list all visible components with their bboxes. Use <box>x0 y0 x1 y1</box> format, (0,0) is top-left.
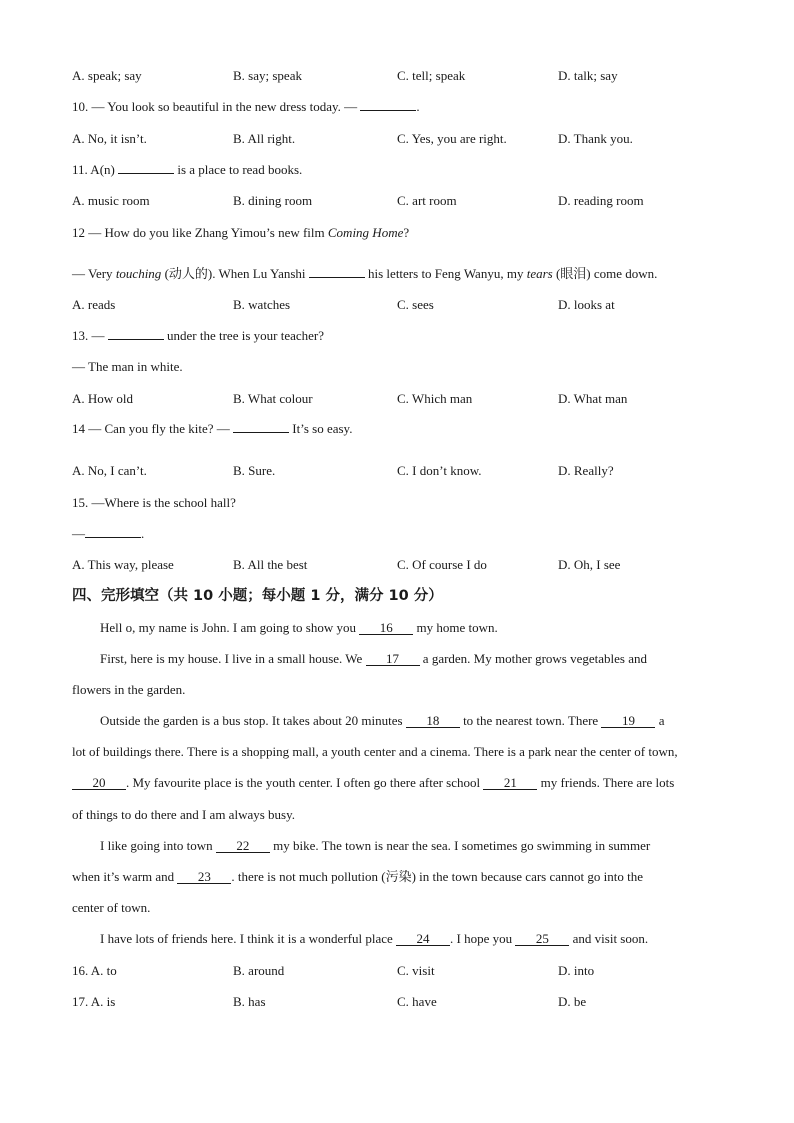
q12-answer-a: — Very <box>72 266 116 281</box>
passage-text: to the nearest town. There <box>459 713 602 728</box>
passage-line-4 <box>100 713 664 729</box>
q11-option-a[interactable]: A. music room <box>72 193 150 208</box>
passage-line-7: of things to do there and I am always busy. <box>72 807 295 822</box>
q14-option-c[interactable]: C. I don’t know. <box>397 463 482 478</box>
q12-answer-c: his letters to Feng Wanyu, my <box>364 266 527 281</box>
q12-stem <box>72 225 409 241</box>
passage-text: when it’s warm and <box>72 869 178 884</box>
q14-text: 14 — Can you fly the kite? — <box>72 421 234 436</box>
q15-option-b[interactable]: B. All the best <box>233 557 308 572</box>
passage-line-6 <box>72 775 674 791</box>
q9-option-a[interactable]: A. speak; say <box>72 68 142 83</box>
q15-answer-prefix: — <box>72 526 85 541</box>
blank-16[interactable]: 16 <box>359 621 413 635</box>
blank-25[interactable]: 25 <box>515 932 569 946</box>
q12-text: 12 — How do you like Zhang Yimou’s new film <box>72 225 328 240</box>
q9-options <box>72 68 732 84</box>
passage-text: I have lots of friends here. I think it is a wonderful place <box>100 931 397 946</box>
q13-stem <box>72 328 324 344</box>
q15-answer-suffix: . <box>141 526 145 541</box>
q11-blank[interactable] <box>118 173 174 174</box>
q10-text: 10. — You look so beautiful in the new dress today. — <box>72 99 361 114</box>
q15-answer <box>72 526 144 542</box>
q15-option-d[interactable]: D. Oh, I see <box>558 557 621 572</box>
q12-film-title: Coming Home <box>327 225 404 240</box>
blank-23[interactable]: 23 <box>177 870 231 884</box>
q13-blank[interactable] <box>108 339 164 340</box>
q14-option-a[interactable]: A. No, I can’t. <box>72 463 147 478</box>
q13-answer: — The man in white. <box>72 359 183 374</box>
passage-text: I like going into town <box>100 838 216 853</box>
passage-line-11 <box>100 931 648 947</box>
passage-line-9 <box>72 869 643 885</box>
q14-stem <box>72 421 352 437</box>
q15-stem: 15. —Where is the school hall? <box>72 495 236 510</box>
blank-21[interactable]: 21 <box>483 776 537 790</box>
q12-touching: touching <box>115 266 162 281</box>
q12-options <box>72 297 732 313</box>
q13-options <box>72 391 732 407</box>
passage-line-2 <box>100 651 647 667</box>
blank-19[interactable]: 19 <box>601 714 655 728</box>
q15-option-c[interactable]: C. Of course I do <box>397 557 487 572</box>
q10-option-d[interactable]: D. Thank you. <box>558 131 633 146</box>
passage-text: my home town. <box>413 620 498 635</box>
q15-blank[interactable] <box>85 537 141 538</box>
passage-text: and visit soon. <box>569 931 649 946</box>
blank-17[interactable]: 17 <box>366 652 420 666</box>
q12-suffix: ? <box>403 225 410 240</box>
q12-option-a[interactable]: A. reads <box>72 297 116 312</box>
passage-text: a <box>655 713 665 728</box>
q13-option-b[interactable]: B. What colour <box>233 391 313 406</box>
q14-option-b[interactable]: B. Sure. <box>233 463 276 478</box>
q15-option-a[interactable]: A. This way, please <box>72 557 174 572</box>
passage-text: . there is not much pollution (污染) in the town because cars cannot go into the <box>231 869 643 884</box>
q16-options <box>72 963 732 979</box>
q11-option-b[interactable]: B. dining room <box>233 193 313 208</box>
q9-option-d[interactable]: D. talk; say <box>558 68 618 83</box>
blank-24[interactable]: 24 <box>396 932 450 946</box>
passage-text: . My favourite place is the youth center. I often go there after school <box>126 775 484 790</box>
q17-option-c[interactable]: C. have <box>397 994 437 1009</box>
q9-option-c[interactable]: C. tell; speak <box>397 68 466 83</box>
passage-line-1 <box>100 620 498 636</box>
q11-option-c[interactable]: C. art room <box>397 193 457 208</box>
q12-answer-d: (眼泪) come down. <box>552 266 658 281</box>
q12-option-b[interactable]: B. watches <box>233 297 291 312</box>
q16-option-d[interactable]: D. into <box>558 963 595 978</box>
q15-options <box>72 557 732 573</box>
blank-18[interactable]: 18 <box>406 714 460 728</box>
q17-option-b[interactable]: B. has <box>233 994 266 1009</box>
passage-text: a garden. My mother grows vegetables and <box>419 651 647 666</box>
q11-stem <box>72 162 302 178</box>
q10-suffix: . <box>416 99 420 114</box>
passage-text: First, here is my house. I live in a small house. We <box>100 651 366 666</box>
q10-option-b[interactable]: B. All right. <box>233 131 296 146</box>
passage-line-10: center of town. <box>72 900 151 915</box>
blank-20[interactable]: 20 <box>72 776 126 790</box>
q12-option-d[interactable]: D. looks at <box>558 297 615 312</box>
passage-line-3: flowers in the garden. <box>72 682 186 697</box>
q13-option-a[interactable]: A. How old <box>72 391 134 406</box>
passage-line-8 <box>100 838 650 854</box>
q13-option-c[interactable]: C. Which man <box>397 391 473 406</box>
q16-option-c[interactable]: C. visit <box>397 963 435 978</box>
q13-suffix: under the tree is your teacher? <box>163 328 325 343</box>
q14-blank[interactable] <box>233 432 289 433</box>
q10-option-a[interactable]: A. No, it isn’t. <box>72 131 147 146</box>
q11-suffix: is a place to read books. <box>174 162 303 177</box>
passage-text: my bike. The town is near the sea. I sometimes go swimming in summer <box>269 838 651 853</box>
q12-tears: tears <box>526 266 553 281</box>
q17-options <box>72 994 732 1010</box>
q14-option-d[interactable]: D. Really? <box>558 463 614 478</box>
q13-text: 13. — <box>72 328 108 343</box>
q10-stem <box>72 99 420 115</box>
q11-options <box>72 193 732 209</box>
q16-option-b[interactable]: B. around <box>233 963 285 978</box>
q17-option-a[interactable]: 17. A. is <box>72 994 116 1009</box>
q12-answer <box>72 266 657 282</box>
passage-text: my friends. There are lots <box>537 775 675 790</box>
q17-option-d[interactable]: D. be <box>558 994 587 1009</box>
q11-text: 11. A(n) <box>72 162 119 177</box>
q9-option-b[interactable]: B. say; speak <box>233 68 302 83</box>
section-title: 四、完形填空（共 10 小题；每小题 1 分，满分 10 分） <box>72 588 443 604</box>
q12-option-c[interactable]: C. sees <box>397 297 434 312</box>
q10-options <box>72 131 732 147</box>
passage-text: Outside the garden is a bus stop. It takes about 20 minutes <box>100 713 406 728</box>
q13-option-d[interactable]: D. What man <box>558 391 628 406</box>
passage-line-5: lot of buildings there. There is a shopping mall, a youth center and a cinema. There is a park near the center of town, <box>72 744 678 759</box>
q12-answer-b: (动人的). When Lu Yanshi <box>161 266 309 281</box>
q14-suffix: It’s so easy. <box>289 421 353 436</box>
q11-option-d[interactable]: D. reading room <box>558 193 644 208</box>
q14-options <box>72 463 732 479</box>
q10-blank[interactable] <box>360 110 416 111</box>
blank-22[interactable]: 22 <box>216 839 270 853</box>
passage-text: Hell o, my name is John. I am going to show you <box>100 620 360 635</box>
q10-option-c[interactable]: C. Yes, you are right. <box>397 131 507 146</box>
q16-option-a[interactable]: 16. A. to <box>72 963 117 978</box>
q12-blank[interactable] <box>309 277 365 278</box>
passage-text: . I hope you <box>450 931 516 946</box>
